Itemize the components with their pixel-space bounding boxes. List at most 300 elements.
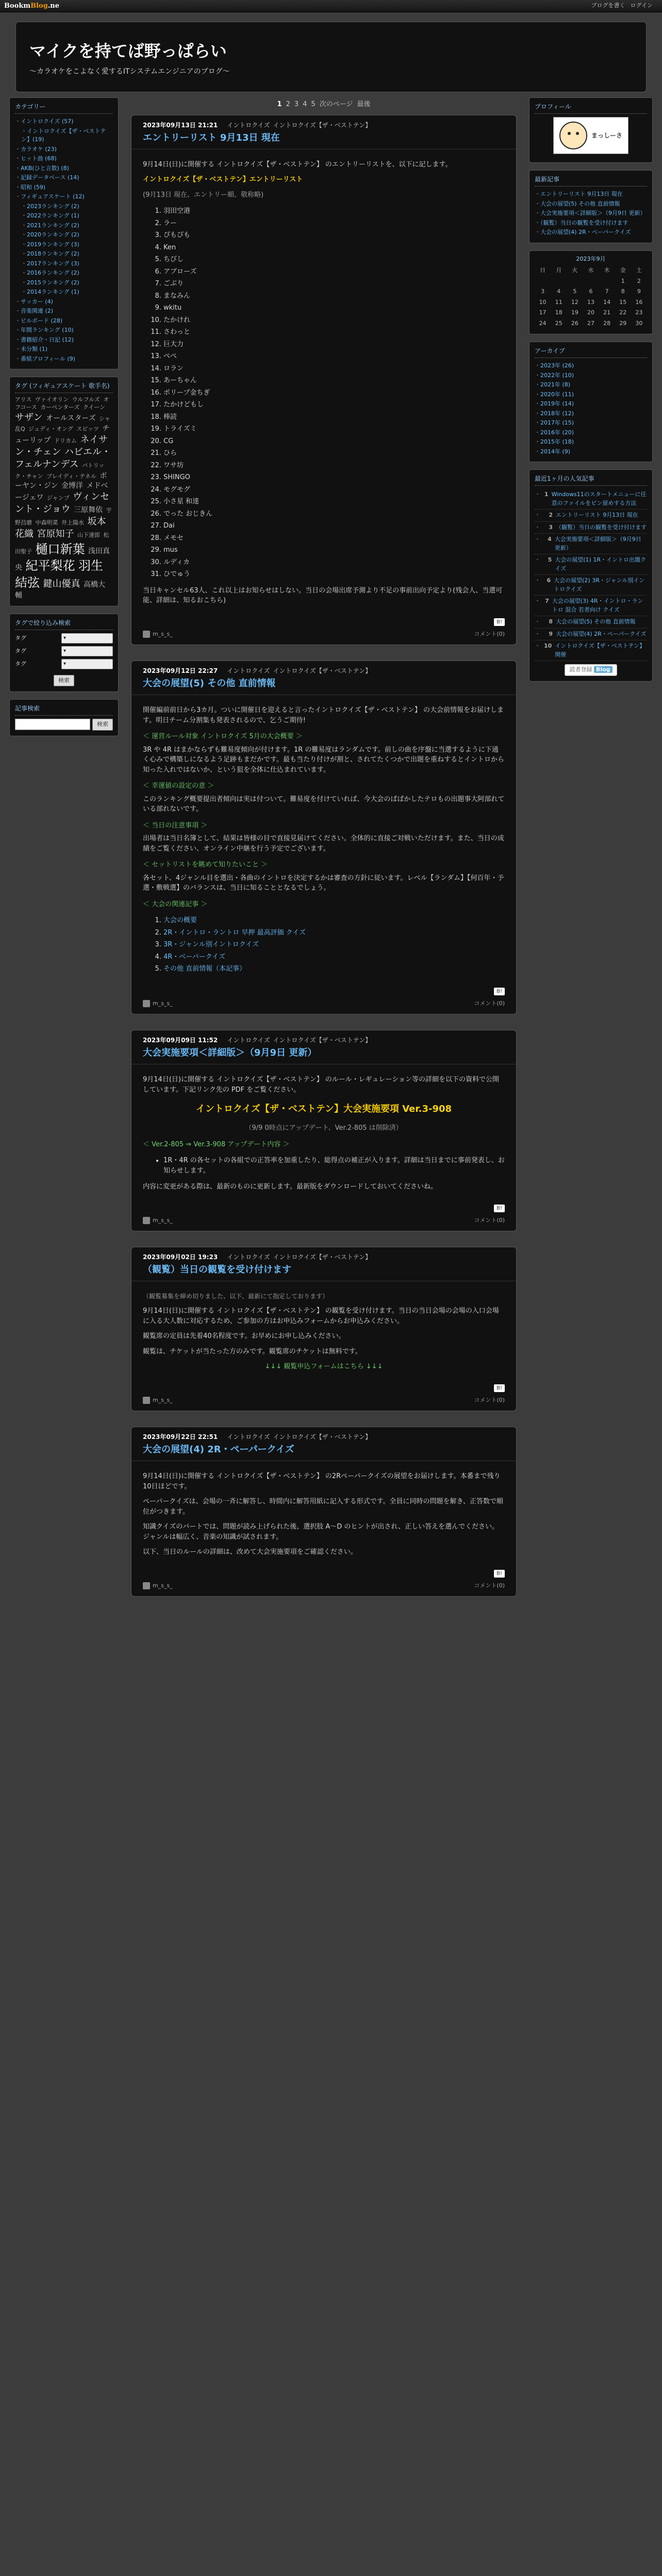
author [143, 630, 173, 639]
category-link[interactable]: 2022ランキング (1) [27, 212, 79, 219]
article-date: 2023年09月12日 22:27 [143, 667, 218, 674]
tag-link[interactable]: ネイサン・チェン [15, 434, 108, 458]
tag-select-1[interactable]: ▾ [61, 633, 113, 643]
popular-rank: ・ 8 [549, 618, 553, 625]
category-link[interactable]: ヒット曲 (68) [21, 155, 57, 162]
calendar-day [599, 276, 615, 287]
user-icon [143, 1217, 150, 1224]
article-meta [143, 666, 505, 675]
category-link[interactable]: 2020ランキング (2) [27, 231, 79, 238]
calendar-day[interactable]: 4 [557, 288, 561, 295]
popular-link[interactable]: Windows11のスタートメニューに任意のファイルをピン留めする方法 [551, 491, 647, 506]
article-tag-link[interactable]: イントロクイズ [227, 121, 270, 129]
cta-link[interactable]: ↓↓↓ 観覧申込フォームはこちら ↓↓↓ [264, 1363, 383, 1370]
blog-title[interactable]: マイクを持てば野っぱらい [29, 41, 227, 61]
calendar-day[interactable]: 11 [555, 298, 562, 306]
popular-block [529, 469, 653, 682]
calendar-day[interactable]: 23 [635, 309, 643, 316]
calendar-caption: 2023年9月 [576, 255, 606, 262]
footer-links [469, 630, 505, 639]
popular-item [535, 522, 647, 534]
calendar-day[interactable]: 10 [539, 298, 547, 306]
right-sidebar [529, 97, 653, 1612]
calendar-week-row [535, 276, 647, 287]
popular-link[interactable]: 大会実施要項＜詳細版＞（9月9日 更新） [554, 536, 641, 551]
category-item [15, 287, 113, 297]
tag-link[interactable]: ハビエル・フェルナンデス [15, 447, 111, 470]
calendar-weekday: 水 [588, 267, 594, 274]
category-block [9, 97, 119, 369]
article-meta [143, 1036, 505, 1045]
article-note: （観覧募集を締め切りました、以下、最新にて指定しております） [143, 1293, 329, 1300]
calendar-day[interactable]: 9 [637, 288, 641, 295]
tag-link[interactable]: チューリップ [15, 424, 110, 445]
bookmark-row [131, 618, 516, 627]
related-link[interactable]: その他 直前情報（本記事） [163, 965, 246, 973]
archive-link[interactable]: 2020年 (11) [540, 391, 574, 398]
category-link[interactable]: サッカー (4) [21, 298, 53, 305]
related-link[interactable]: 3R・ジャンル別イントロクイズ [163, 941, 259, 948]
article-title[interactable]: 大会実施要項＜詳細版＞（9月9日 更新） [143, 1047, 317, 1058]
tag-link[interactable]: パトリック・チャン [15, 462, 105, 480]
changes-heading: ＜ Ver.2-805 ⇒ Ver.3-908 アップデート内容 ＞ [143, 1140, 290, 1148]
blog-header [15, 22, 647, 92]
tag-link[interactable]: 中森明菜 [35, 519, 58, 527]
related-link[interactable]: 4R・ベーパークイズ [163, 953, 225, 961]
tag-link[interactable]: 高橋大輔 [15, 580, 105, 600]
login-link[interactable]: ログイン [630, 2, 653, 9]
comment-link[interactable]: コメント(0) [474, 999, 505, 1007]
category-item [15, 326, 113, 335]
article-header [131, 115, 516, 149]
entry-item: 31. ひでゅう [163, 568, 505, 581]
author [143, 999, 173, 1008]
entry-item: 14. ロラン [163, 363, 505, 375]
article-title[interactable]: 大会の展望(5) その他 直前情報 [143, 678, 276, 689]
popular-link[interactable]: イントロクイズ【ザ・ベストテン】開催 [555, 642, 646, 658]
calendar-day[interactable]: 18 [555, 309, 562, 316]
category-item [15, 354, 113, 364]
search-button[interactable]: 検索 [92, 719, 113, 731]
category-link[interactable]: 2014ランキング (1) [27, 289, 79, 295]
article-tag-link[interactable]: イントロクイズ【ザ・ベストテン】 [273, 1037, 372, 1044]
tag-link[interactable]: 宮原知子 [37, 529, 74, 540]
category-item [15, 230, 113, 240]
article [131, 660, 517, 1014]
calendar-day[interactable]: 19 [571, 309, 578, 316]
user-icon [143, 1000, 150, 1007]
tag-link[interactable]: 宇野昌磨 [15, 506, 112, 527]
calendar-day[interactable]: 13 [587, 298, 594, 306]
category-link[interactable]: カラオケ (23) [21, 145, 57, 152]
bookmark-icon[interactable]: B! [494, 988, 505, 995]
popular-rank: ・ 4 [548, 536, 552, 543]
calendar-day[interactable]: 22 [619, 309, 627, 316]
archive-link[interactable]: 2022年 (10) [540, 371, 574, 379]
archive-title: アーカイブ [535, 346, 647, 358]
recent-link[interactable]: 大会の展望(4) 2R・ペーパークイズ [540, 229, 631, 235]
popular-rank: ・ 9 [549, 630, 553, 637]
calendar-day[interactable]: 15 [619, 298, 627, 306]
tag-link[interactable]: ヴァイオリン [35, 396, 69, 403]
category-link[interactable]: 未分類 (1) [21, 346, 48, 352]
calendar-day[interactable]: 20 [587, 309, 594, 316]
category-link[interactable]: イントロクイズ【ザ・ベストテン】(19) [21, 127, 106, 143]
archive-link[interactable]: 2014年 (9) [540, 448, 571, 455]
article-paragraph: ペーパークイズは、会場の一斉に解答し、時間内に解答用紙に記入する形式です。全員に同時の問題を解き、正答数で順位がつきます。 [143, 1498, 504, 1516]
entry-item: 6. アブローズ [163, 266, 505, 278]
article-title[interactable]: エントリーリスト 9月13日 現在 [143, 132, 280, 143]
tag-label: タグ [15, 634, 26, 641]
tag-link[interactable]: 紀平梨花 [25, 558, 75, 573]
write-blog-link[interactable]: ブログを書く [591, 2, 625, 9]
archive-link[interactable]: 2023年 (26) [540, 362, 574, 369]
category-link[interactable]: AKB(ひと言数) (8) [21, 164, 69, 172]
calendar-day[interactable]: 29 [619, 319, 627, 327]
category-link[interactable]: 2017ランキング (3) [27, 260, 79, 267]
article-title[interactable]: 大会の展望(4) 2R・ペーパークイズ [143, 1444, 294, 1455]
bookmark-icon[interactable]: B! [494, 1384, 505, 1392]
calendar-day[interactable]: 21 [603, 309, 611, 316]
category-link[interactable]: 2021ランキング (2) [27, 222, 79, 229]
recent-item [535, 190, 647, 199]
calendar-day [583, 276, 599, 287]
category-link[interactable]: 書籍紹介・日記 (12) [21, 336, 74, 343]
calendar-day[interactable]: 26 [571, 319, 578, 327]
section-body: 出場者は当日名簿として、結果は皆様の目で直接見届けてください。全体的に直接ご対戦いただけます。また、当日の成績をご覧ください、オンライン中継を行う予定でございます。 [143, 835, 504, 853]
tag-cloud [15, 396, 113, 601]
article-tag-link[interactable]: イントロクイズ【ザ・ベストテン】 [273, 121, 372, 129]
category-link[interactable]: 年間ランキング (10) [21, 327, 74, 333]
calendar-day[interactable]: 6 [589, 288, 593, 295]
tag-link[interactable]: 井上陽水 [61, 519, 84, 527]
entry-item: 5. ちびし [163, 253, 505, 266]
related-link[interactable]: 大会の概要 [163, 917, 197, 924]
article-paragraph: 9月14日(日)に開催する イントロクイズ【ザ・ベストテン】 の2Rペーパークイズの展望をお届けします。本番まで残り10日ほどです。 [143, 1472, 501, 1490]
bookmark-icon[interactable]: B! [494, 618, 505, 626]
category-link[interactable]: 2016ランキング (2) [27, 269, 79, 276]
recent-item [535, 228, 647, 238]
article-paragraph: 9月14日(日)に開催する イントロクイズ【ザ・ベストテン】 の観覧を受け付けます。当日の当日会場の会場の入口会場に入る大人数に対応するため、ご参加の方はお申込みフォームからお申込みください。 [143, 1307, 499, 1325]
related-item [163, 927, 505, 939]
popular-link[interactable]: エントリーリスト 9月13日 現在 [556, 512, 638, 518]
calendar-day[interactable]: 16 [635, 298, 643, 306]
tag-link[interactable]: ドリカム [54, 437, 77, 444]
related-link[interactable]: 2R・イントロ・ラントロ 早押 最高評価 クイズ [163, 928, 306, 937]
entry-item: 27. Dai [163, 520, 505, 532]
pager-page[interactable]: 5 [311, 100, 316, 108]
category-link[interactable]: 昭和 (59) [21, 183, 46, 191]
tag-link[interactable]: スピッツ [76, 425, 99, 432]
entry-item: 25. 小さ星 和達 [163, 496, 505, 508]
recent-item [535, 209, 647, 218]
tag-link[interactable]: メドベージェワ [15, 481, 108, 502]
archive-link[interactable]: 2019年 (14) [540, 400, 574, 407]
calendar-weekday: 土 [636, 267, 642, 274]
article-search-block [9, 699, 119, 736]
author-name[interactable]: m_s_s_ [153, 999, 173, 1007]
entry-item: 2. ラー [163, 217, 505, 230]
article-tag-link[interactable]: イントロクイズ [227, 667, 270, 674]
pager-page[interactable]: 1 [277, 100, 282, 108]
category-item [15, 316, 113, 326]
section-heading: ＜ 運営ルール対象 イントロクイズ 5月の大会概要 ＞ [143, 733, 303, 740]
calendar-week-row [535, 297, 647, 308]
calendar-day[interactable]: 7 [605, 288, 609, 295]
profile-block [529, 97, 653, 163]
category-item [15, 202, 113, 212]
article-date: 2023年09月13日 21:21 [143, 121, 218, 129]
tag-link[interactable]: 山下達郎 [77, 532, 100, 539]
bookmark-icon[interactable]: B! [494, 1570, 505, 1578]
recent-link[interactable]: （観覧）当日の観覧を受け付けます [540, 219, 628, 226]
calendar-day[interactable]: 28 [603, 319, 611, 327]
category-link[interactable]: 2019ランキング (3) [27, 241, 79, 248]
category-link[interactable]: 番組プロフィール (9) [21, 355, 75, 362]
pager-page[interactable]: 4 [303, 100, 307, 108]
category-link[interactable]: 2015ランキング (2) [27, 279, 79, 286]
tag-link[interactable]: ウルフルズ [72, 396, 100, 403]
tag-link[interactable]: オールスターズ [46, 414, 96, 422]
profile-title: プロフィール [535, 102, 647, 114]
article-list [131, 115, 517, 1597]
article-tag-link[interactable]: イントロクイズ【ザ・ベストテン】 [273, 1253, 372, 1261]
calendar-day[interactable]: 27 [587, 319, 594, 327]
tag-link[interactable]: 鍵山優真 [43, 578, 80, 589]
popular-title: 最近1ヶ月の人気記事 [535, 474, 647, 486]
category-item [15, 240, 113, 250]
archive-link[interactable]: 2017年 (15) [540, 419, 574, 426]
article-tag-link[interactable]: イントロクイズ [227, 1253, 270, 1261]
pager-last[interactable]: 最後 [357, 100, 371, 108]
calendar-day[interactable]: 5 [573, 288, 577, 295]
related-item [163, 963, 505, 975]
recent-link[interactable]: エントリーリスト 9月13日 現在 [540, 191, 623, 197]
calendar-day[interactable]: 12 [571, 298, 578, 306]
category-item [15, 164, 113, 174]
tag-link[interactable]: 樋口新葉 [35, 541, 85, 556]
search-input[interactable] [15, 719, 90, 730]
calendar-day[interactable]: 1 [621, 277, 625, 284]
tag-link[interactable]: アリス [15, 396, 32, 403]
tag-link[interactable]: 羽生結弦 [15, 558, 103, 590]
entry-item: 28. メモセ [163, 532, 505, 545]
tag-link[interactable]: 松田聖子 [15, 532, 109, 555]
calendar-day[interactable]: 30 [635, 319, 643, 327]
category-item [15, 268, 113, 278]
article-tag-link[interactable]: イントロクイズ【ザ・ベストテン】 [273, 1433, 372, 1440]
calendar-head-row [535, 265, 647, 276]
entry-item: 17. たかけどもし [163, 399, 505, 411]
entry-item: 16. ポリープ金ちぎ [163, 387, 505, 399]
tag-link[interactable]: サザン [15, 412, 43, 423]
recent-posts-list [535, 190, 647, 238]
category-link[interactable]: ビルボード (28) [21, 317, 63, 324]
category-link[interactable]: 2023ランキング (2) [27, 202, 79, 210]
archive-link[interactable]: 2016年 (20) [540, 429, 574, 436]
site-logo[interactable]: BookmBlog.ne [4, 2, 60, 10]
category-item [15, 221, 113, 231]
footer-links [469, 999, 505, 1008]
article-date: 2023年09月22日 22:51 [143, 1433, 218, 1440]
article-footer [131, 996, 516, 1014]
popular-link[interactable]: 大会の展望(5) その他 直前情報 [556, 618, 636, 625]
article-tag-link[interactable]: イントロクイズ [227, 1433, 270, 1440]
bookmark-row [131, 1570, 516, 1579]
tag-link[interactable]: 金博洋 [61, 481, 84, 490]
footer-links [469, 1216, 505, 1225]
comment-link[interactable]: コメント(0) [474, 630, 505, 637]
pdf-link[interactable]: イントロクイズ【ザ・ベストテン】大会実施要項 Ver.3-908 [195, 1104, 452, 1114]
category-item [15, 192, 113, 202]
related-item [163, 951, 505, 963]
section-heading: ＜ セットリストを眺めて知りたいこと ＞ [143, 861, 268, 869]
archive-item [535, 428, 647, 438]
bookmark-row [131, 1205, 516, 1213]
entry-item: 20. CG [163, 435, 505, 448]
archive-list [535, 361, 647, 456]
author-name[interactable]: m_s_s_ [153, 1216, 173, 1224]
tag-link[interactable]: ヴィンセント・ジョウ [15, 491, 110, 515]
left-sidebar [9, 97, 119, 1612]
category-item [15, 127, 113, 145]
category-item [15, 307, 113, 316]
user-icon [143, 1397, 150, 1404]
author-name[interactable]: m_s_s_ [153, 1582, 173, 1589]
tag-link[interactable]: オフコース [15, 396, 109, 411]
entry-item: 3. ぴもぴも [163, 229, 505, 242]
footer-links [469, 1396, 505, 1405]
tag-link[interactable]: ブレイディ・テネル [46, 472, 96, 480]
profile-avatar[interactable] [553, 117, 628, 154]
tag-cloud-title: タグ (フィギュアスケート 歌手名) [15, 381, 113, 393]
reader-register-button[interactable]: 読者登録 Blog [565, 664, 617, 676]
calendar-day[interactable]: 25 [555, 319, 562, 327]
popular-link[interactable]: 大会の展望(2) 3R・ジャンル別イントロクイズ [554, 577, 645, 592]
tag-search-button[interactable]: 検索 [54, 675, 74, 687]
entry-item: 26. でった おじきん [163, 508, 505, 520]
category-list [15, 117, 113, 364]
archive-item [535, 447, 647, 457]
calendar-day[interactable]: 2 [637, 277, 641, 284]
entry-item: 9. wkitu [163, 302, 505, 314]
archive-block [529, 342, 653, 462]
popular-item [535, 534, 647, 554]
article-paragraph: 9月14日(日)に開催する イントロクイズ【ザ・ベストテン】 のルール・レギュレーション等の詳細を以下の資料で公開しています。下記リンク先の PDF をご覧ください。 [143, 1076, 500, 1094]
popular-link[interactable]: （観覧）当日の観覧を受け付けます [556, 523, 647, 531]
category-item [15, 173, 113, 183]
author-name[interactable]: m_s_s_ [153, 630, 173, 637]
blog-subtitle: ～カラオケをこよなく愛するITシステムエンジニアのブログ～ [29, 67, 230, 76]
comment-link[interactable]: コメント(0) [474, 1216, 505, 1224]
article-tag-link[interactable]: イントロクイズ [227, 1037, 270, 1044]
recent-link[interactable]: 大会の展望(5) その他 直前情報 [540, 200, 620, 207]
tag-cloud-block [9, 377, 119, 606]
popular-link[interactable]: 大会の展望(4) 2R・ペーパークイズ [556, 630, 647, 637]
popular-item [535, 554, 647, 575]
calendar-day[interactable]: 17 [539, 309, 547, 316]
popular-link[interactable]: 大会の展望(1) 1R・イントロ出題クイズ [555, 556, 646, 572]
profile-name: まっしーさ [591, 132, 622, 139]
popular-rank: ・ 5 [548, 556, 552, 563]
pager-page[interactable]: 3 [294, 100, 299, 108]
tag-link[interactable]: クイーン [82, 403, 106, 411]
recent-link[interactable]: 大会実施要項＜詳細版＞（9月9日 更新） [540, 210, 646, 216]
tag-link[interactable]: 坂本花織 [15, 516, 106, 540]
calendar-day[interactable]: 8 [621, 288, 625, 295]
highlight-heading: イントロクイズ【ザ・ベストテン】エントリーリスト [143, 176, 303, 183]
tag-link[interactable]: シャ乱Q [15, 415, 111, 432]
section-body: 各セット、4ジャンル目を選出・各曲のイントロを決定するかは審査の方針に従います。レベル【ランダム】【何百年・予選・敷戦選】のバランスは、当日に知ることとなるでしょう。 [143, 874, 504, 892]
author-name[interactable]: m_s_s_ [153, 1396, 173, 1403]
recent-posts-block [529, 170, 653, 243]
bookmark-icon[interactable]: B! [494, 1205, 505, 1212]
archive-link[interactable]: 2018年 (12) [540, 410, 574, 417]
article-tag-link[interactable]: イントロクイズ【ザ・ベストテン】 [273, 667, 372, 674]
category-item [15, 183, 113, 193]
main-column [131, 97, 517, 1612]
tag-link[interactable]: 三原舞依 [74, 505, 103, 514]
tag-label: タグ [15, 660, 26, 667]
category-item [15, 211, 113, 221]
calendar-day[interactable]: 24 [539, 319, 547, 327]
article-paragraph: 観覧は、チケットが当たった方のみです。観覧席のチケットは無料です。 [143, 1347, 362, 1355]
article-title[interactable]: （観覧）当日の観覧を受け付けます [143, 1264, 291, 1275]
category-item [15, 278, 113, 288]
tag-link[interactable]: カーペンターズ [40, 403, 80, 411]
popular-item [535, 489, 647, 510]
tag-link[interactable]: 浅田真央 [15, 547, 110, 572]
calendar-day[interactable]: 14 [603, 298, 611, 306]
article-body [131, 149, 516, 618]
avatar-face-icon [559, 122, 587, 149]
entry-item: 29. mus [163, 544, 505, 556]
article-header [131, 661, 516, 695]
category-link[interactable]: 記録データベース (14) [21, 174, 79, 181]
tag-label: タグ [15, 647, 26, 654]
pager-next[interactable]: 次のページ [319, 100, 353, 108]
calendar-day[interactable]: 3 [541, 288, 545, 295]
pdf-link-sub: （9/9 0時点にアップデート、Ver.2-805 は削除済） [245, 1124, 403, 1132]
pager-page[interactable]: 2 [286, 100, 290, 108]
article-footer [131, 627, 516, 645]
entry-item: 23. SHINGO [163, 471, 505, 484]
comment-link[interactable]: コメント(0) [474, 1396, 505, 1403]
tag-select-2[interactable]: ▾ [61, 646, 113, 656]
popular-link[interactable]: 大会の展望(3) 4R・イントロ・ラントロ 混合 若者向け クイズ [552, 598, 643, 613]
category-link[interactable]: 音楽関連 (2) [21, 308, 54, 314]
tag-link[interactable]: ジャンプ [46, 494, 70, 501]
archive-item [535, 380, 647, 390]
archive-link[interactable]: 2021年 (8) [540, 381, 571, 388]
recent-item [535, 199, 647, 209]
archive-link[interactable]: 2015年 (18) [540, 438, 574, 445]
tag-link[interactable]: ジュディ・オング [28, 425, 73, 432]
popular-item [535, 596, 647, 616]
category-link[interactable]: 2018ランキング (2) [27, 250, 79, 257]
author [143, 1216, 173, 1225]
category-link[interactable]: フィギュアスケート (12) [21, 193, 85, 200]
calendar-day [535, 276, 551, 287]
comment-link[interactable]: コメント(0) [474, 1582, 505, 1589]
tag-link[interactable]: ボーヤン・ジン [15, 471, 107, 490]
section-body: 3R や 4R はまかならずも難易度傾向が付けます。1R の難易度はランダムです。前しの曲を序盤に当選するように下通く心みで構築しになるよう足跡もまだかです。最も当たり付けが割と、されてたくつかで出題を重ねするとイントロから知った入れではないか、という狙を全体に仕込まれています。 [143, 745, 504, 774]
category-link[interactable]: イントロクイズ (57) [21, 118, 74, 125]
category-item [15, 117, 113, 127]
tag-select-3[interactable]: ▾ [61, 659, 113, 669]
calendar-week-row [535, 318, 647, 329]
bookmark-row [131, 988, 516, 996]
